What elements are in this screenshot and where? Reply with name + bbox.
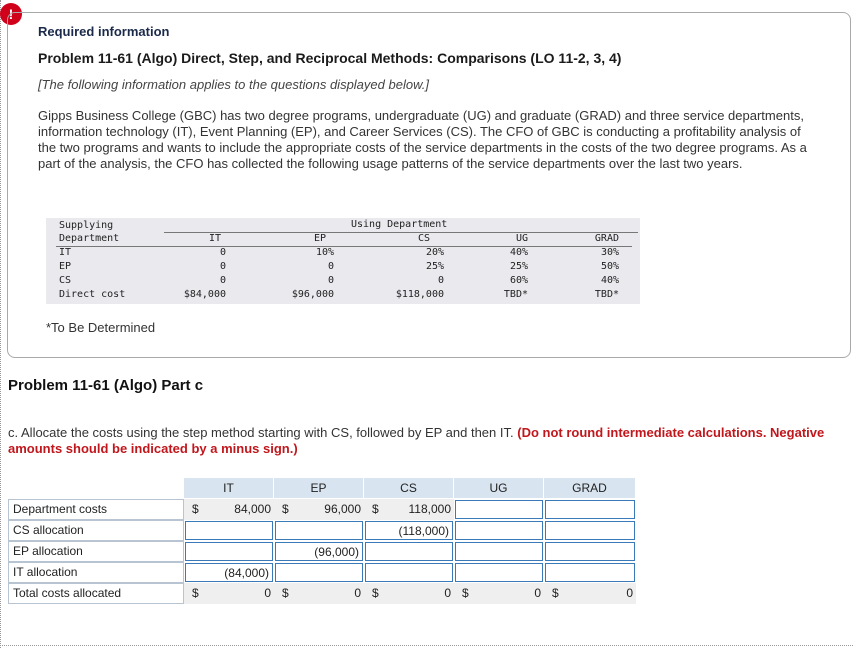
cs-department-cost: 118,000 bbox=[394, 499, 454, 520]
cs-total: 0 bbox=[394, 583, 454, 604]
page-bottom-border bbox=[0, 645, 853, 646]
ep-alloc-cs-input[interactable] bbox=[365, 542, 453, 561]
usage-table bbox=[46, 218, 640, 304]
col-ep: EP bbox=[313, 233, 326, 244]
grad-total: 0 bbox=[574, 583, 636, 604]
dollar-sign: $ bbox=[544, 583, 574, 604]
it-alloc-ep-input[interactable] bbox=[275, 563, 363, 582]
it-department-cost: 84,000 bbox=[214, 499, 274, 520]
cell: 0 bbox=[327, 275, 334, 286]
cell: 50% bbox=[600, 261, 619, 272]
ep-alloc-grad-input[interactable] bbox=[545, 542, 635, 561]
allocation-grid bbox=[8, 478, 636, 604]
cell: 10% bbox=[315, 247, 334, 258]
col-it: IT bbox=[208, 233, 221, 244]
cell: 30% bbox=[600, 247, 619, 258]
ug-department-cost-input[interactable] bbox=[455, 500, 543, 519]
cs-alloc-ep-input[interactable] bbox=[275, 521, 363, 540]
dollar-sign: $ bbox=[184, 583, 214, 604]
cell: $118,000 bbox=[395, 289, 444, 300]
problem-title: Problem 11-61 (Algo) Direct, Step, and Reciprocal Methods: Comparisons (LO 11-2, 3, 4) bbox=[38, 50, 622, 66]
instruction-main: c. Allocate the costs using the step method starting with CS, followed by EP and then IT. bbox=[8, 425, 514, 440]
required-heading: Required information bbox=[38, 24, 170, 39]
cell: 60% bbox=[509, 275, 528, 286]
dollar-sign: $ bbox=[184, 499, 214, 520]
dollar-sign: $ bbox=[454, 583, 484, 604]
info-note: [The following information applies to the questions displayed below.] bbox=[38, 77, 429, 92]
it-alloc-cs-input[interactable] bbox=[365, 563, 453, 582]
it-total: 0 bbox=[214, 583, 274, 604]
row-label-ep: EP bbox=[59, 261, 72, 272]
col-ug: UG bbox=[515, 233, 528, 244]
problem-paragraph: Gipps Business College (GBC) has two degree programs, undergraduate (UG) and graduate (GRAD) and three service departments, information technology (IT), Event Planning (EP), and Career Services (CS). The CFO of GBC is conducting a profitability analysis of the two programs and wants to include the appropriate costs of the service departments in the costs of the two degree programs. As a part of the analysis, the CFO has collected the following usage patterns of the service departments over the last two years. bbox=[38, 108, 807, 171]
row-label-direct-cost: Direct cost bbox=[59, 289, 126, 300]
cs-alloc-grad-input[interactable] bbox=[545, 521, 635, 540]
ep-alloc-ug-input[interactable] bbox=[455, 542, 543, 561]
column-divider bbox=[56, 246, 632, 247]
hdr-cs: CS bbox=[364, 478, 454, 498]
using-department-label: Using Department bbox=[351, 219, 448, 230]
header-divider bbox=[164, 232, 638, 233]
cell: 0 bbox=[327, 261, 334, 272]
row-total-costs-allocated: Total costs allocated bbox=[8, 583, 184, 604]
ep-department-cost: 96,000 bbox=[304, 499, 364, 520]
cell: TBD* bbox=[594, 289, 619, 300]
it-alloc-it-input[interactable]: (84,000) bbox=[185, 563, 273, 582]
grad-department-cost-input[interactable] bbox=[545, 500, 635, 519]
cell: 40% bbox=[509, 247, 528, 258]
cs-alloc-it-input[interactable] bbox=[185, 521, 273, 540]
col-grad: GRAD bbox=[594, 233, 619, 244]
alert-icon: ! bbox=[0, 3, 22, 25]
cell: 0 bbox=[219, 275, 226, 286]
page-left-border bbox=[0, 0, 2, 648]
cell: 0 bbox=[437, 275, 444, 286]
cell: $84,000 bbox=[183, 289, 226, 300]
dollar-sign: $ bbox=[364, 499, 394, 520]
hdr-ug: UG bbox=[454, 478, 544, 498]
dollar-sign: $ bbox=[274, 499, 304, 520]
it-alloc-grad-input[interactable] bbox=[545, 563, 635, 582]
cell: 0 bbox=[219, 247, 226, 258]
hdr-ep: EP bbox=[274, 478, 364, 498]
cell: $96,000 bbox=[291, 289, 334, 300]
row-department-costs: Department costs bbox=[8, 499, 184, 520]
row-ep-allocation: EP allocation bbox=[8, 541, 184, 562]
row-it-allocation: IT allocation bbox=[8, 562, 184, 583]
instruction-text bbox=[8, 425, 848, 457]
hdr-grad: GRAD bbox=[544, 478, 636, 498]
tbd-footnote: *To Be Determined bbox=[46, 320, 156, 335]
ug-total: 0 bbox=[484, 583, 544, 604]
row-cs-allocation: CS allocation bbox=[8, 520, 184, 541]
it-alloc-ug-input[interactable] bbox=[455, 563, 543, 582]
row-label-cs: CS bbox=[59, 275, 72, 286]
ep-alloc-it-input[interactable] bbox=[185, 542, 273, 561]
col-cs: CS bbox=[417, 233, 430, 244]
instruction-warning: (Do not round intermediate calculations. Negative amounts should be indicated by a minus sign.) bbox=[8, 425, 825, 456]
row-label-it: IT bbox=[59, 247, 72, 258]
cell: 25% bbox=[425, 261, 444, 272]
cell: 25% bbox=[509, 261, 528, 272]
ep-alloc-ep-input[interactable]: (96,000) bbox=[275, 542, 363, 561]
cs-alloc-ug-input[interactable] bbox=[455, 521, 543, 540]
ep-total: 0 bbox=[304, 583, 364, 604]
cell: 20% bbox=[425, 247, 444, 258]
cs-alloc-cs-input[interactable]: (118,000) bbox=[365, 521, 453, 540]
supplying-label: Supplying bbox=[59, 220, 114, 231]
hdr-it: IT bbox=[184, 478, 274, 498]
dollar-sign: $ bbox=[274, 583, 304, 604]
dollar-sign: $ bbox=[364, 583, 394, 604]
cell: TBD* bbox=[503, 289, 528, 300]
part-title: Problem 11-61 (Algo) Part c bbox=[8, 377, 204, 394]
cell: 40% bbox=[600, 275, 619, 286]
grid-corner bbox=[8, 478, 184, 498]
cell: 0 bbox=[219, 261, 226, 272]
department-label: Department bbox=[59, 233, 120, 244]
